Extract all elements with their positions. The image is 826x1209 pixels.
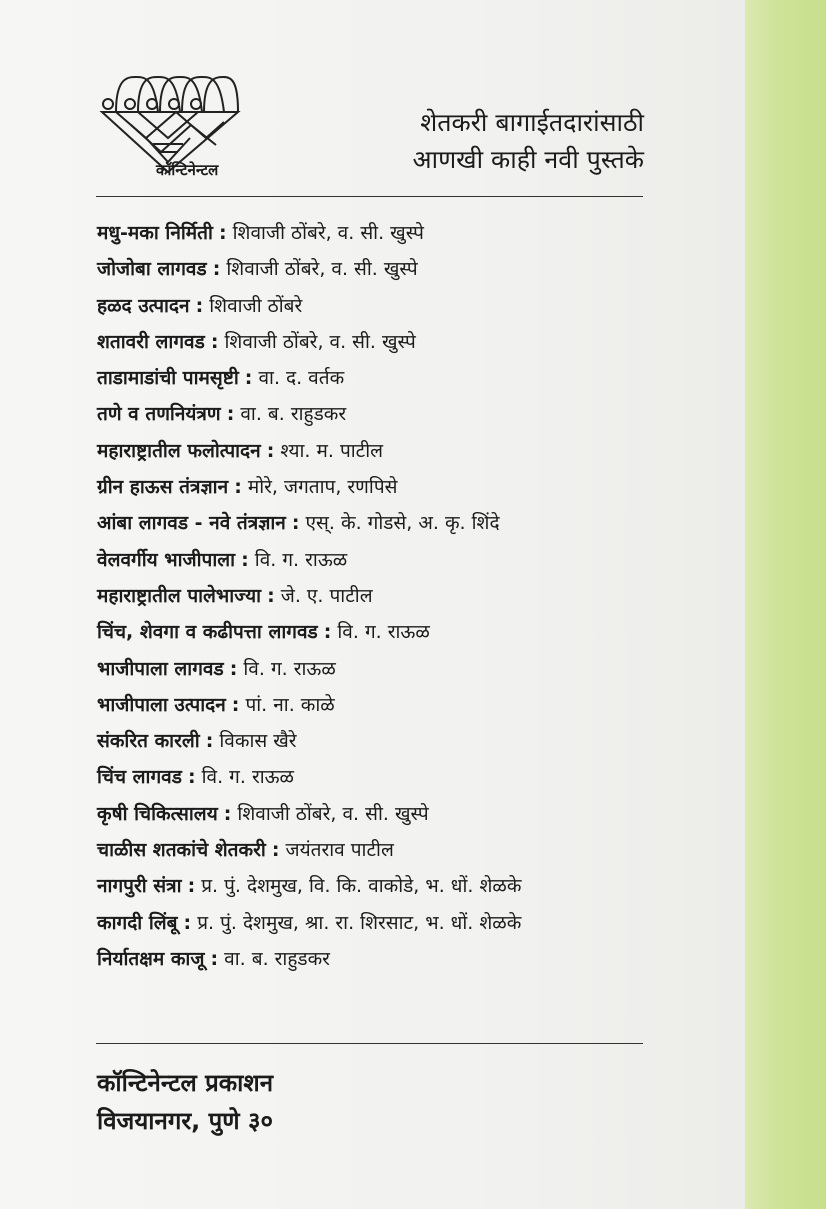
book-list-item <box>97 469 657 505</box>
book-author: पां. ना. काळे <box>245 693 335 716</box>
book-title: महाराष्ट्रातील पालेभाज्या <box>97 584 262 607</box>
book-author: वि. ग. राऊळ <box>337 621 430 644</box>
header-title-line2: आणखी काही नवी पुस्तके <box>412 145 644 174</box>
title-author-separator: : <box>267 584 275 607</box>
book-title: नागपुरी संत्रा <box>97 875 182 898</box>
book-list-item <box>97 324 657 360</box>
book-list-item <box>97 360 657 396</box>
book-list <box>97 215 657 977</box>
book-title: ताडामाडांची पामसृष्टी <box>97 367 239 390</box>
book-author: प्र. पुं. देशमुख, वि. कि. वाकोडे, भ. धों. शेळके <box>201 875 522 898</box>
publisher-logo <box>98 72 248 184</box>
book-title: तणे व तणनियंत्रण <box>97 403 221 426</box>
title-author-separator: : <box>231 693 240 716</box>
title-author-separator: : <box>271 839 280 862</box>
book-list-item <box>97 433 657 469</box>
book-author: प्र. पुं. देशमुख, श्रा. रा. शिरसाट, भ. धों. शेळके <box>197 911 522 934</box>
book-list-item <box>97 396 657 432</box>
book-list-item <box>97 542 657 578</box>
book-list-item <box>97 578 657 614</box>
title-author-separator: : <box>226 403 235 426</box>
publisher-address: विजयानगर, पुणे ३० <box>97 1107 273 1135</box>
book-title: जोजोबा लागवड <box>97 258 207 281</box>
book-author: मोरे, जगताप, रणपिसे <box>247 476 398 499</box>
title-author-separator: : <box>323 621 332 644</box>
book-title: वेलवर्गीय भाजीपाला <box>97 548 236 571</box>
book-author: शिवाजी ठोंबरे, व. सी. खुस्पे <box>226 258 418 281</box>
book-author: शिवाजी ठोंबरे, व. सी. खुस्पे <box>237 802 429 825</box>
logo-wordmark: कॉन्टिनेन्टल <box>156 161 219 179</box>
title-author-separator: : <box>195 294 204 317</box>
book-title: महाराष्ट्रातील फलोत्पादन <box>97 439 261 462</box>
book-title: कागदी लिंबू <box>97 911 178 934</box>
book-author: वि. ग. राऊळ <box>254 548 348 571</box>
book-author: शिवाजी ठोंबरे, व. सी. खुस्पे <box>232 222 424 244</box>
book-list-item <box>97 723 657 759</box>
book-list-item <box>97 905 657 941</box>
bottom-divider <box>96 1043 643 1044</box>
book-author: वि. ग. राऊळ <box>201 766 294 789</box>
book-list-item <box>97 796 657 832</box>
title-author-separator: : <box>266 439 275 462</box>
book-title: ग्रीन हाऊस तंत्रज्ञान <box>97 476 229 499</box>
book-title: चिंच लागवड <box>97 766 182 789</box>
book-author: श्या. म. पाटील <box>280 439 384 462</box>
book-title: आंबा लागवड - नवे तंत्रज्ञान <box>97 512 286 535</box>
title-author-separator: : <box>212 258 221 281</box>
book-list-item <box>97 505 657 541</box>
book-list-item <box>97 832 657 868</box>
book-list-item <box>97 288 657 324</box>
book-list-item <box>97 614 657 650</box>
book-author: जयंतराव पाटील <box>285 839 394 862</box>
book-author: वा. ब. राहुडकर <box>224 947 330 970</box>
book-title: हळद उत्पादन <box>97 294 190 317</box>
title-author-separator: : <box>229 657 238 680</box>
title-author-separator: : <box>210 947 219 970</box>
book-author: विकास खैरे <box>219 730 297 753</box>
title-author-separator: : <box>223 802 232 825</box>
book-title: भाजीपाला लागवड <box>97 657 224 680</box>
title-author-separator: : <box>244 367 253 390</box>
book-author: वि. ग. राऊळ <box>243 657 336 680</box>
book-list-item <box>97 651 657 687</box>
book-title: कृषी चिकित्सालय <box>97 802 218 825</box>
book-list-item <box>97 868 657 904</box>
book-title: निर्यातक्षम काजू <box>97 947 205 970</box>
book-title: चाळीस शतकांचे शेतकरी <box>97 839 266 862</box>
title-author-separator: : <box>241 548 249 571</box>
title-author-separator: : <box>205 730 214 753</box>
book-list-item <box>97 687 657 723</box>
book-list-item <box>97 215 657 251</box>
top-divider <box>96 196 643 197</box>
title-author-separator: : <box>183 911 192 934</box>
book-list-item <box>97 251 657 287</box>
publisher-name: कॉन्टिनेन्टल प्रकाशन <box>97 1069 274 1097</box>
book-author: जे. ए. पाटील <box>280 584 373 607</box>
book-author: शिवाजी ठोंबरे, व. सी. खुस्पे <box>224 330 416 353</box>
book-spine-strip <box>745 0 826 1209</box>
title-author-separator: : <box>187 766 196 789</box>
header-title-line1: शेतकरी बागाईतदारांसाठी <box>420 108 644 137</box>
title-author-separator: : <box>187 875 196 898</box>
book-list-item <box>97 941 657 977</box>
title-author-separator: : <box>218 222 227 244</box>
book-author: एस्. के. गोडसे, अ. कृ. शिंदे <box>305 512 500 535</box>
book-title: चिंच, शेवगा व कढीपत्ता लागवड <box>97 621 318 644</box>
book-title: संकरित कारली <box>97 730 200 753</box>
book-list-item <box>97 759 657 795</box>
book-author: शिवाजी ठोंबरे <box>209 294 303 317</box>
title-author-separator: : <box>291 512 300 535</box>
book-title: भाजीपाला उत्पादन <box>97 693 226 716</box>
book-author: वा. ब. राहुडकर <box>240 403 347 426</box>
title-author-separator: : <box>234 476 242 499</box>
book-author: वा. द. वर्तक <box>258 367 345 390</box>
book-title: मधु-मका निर्मिती <box>97 222 213 244</box>
book-title: शतावरी लागवड <box>97 330 205 353</box>
title-author-separator: : <box>210 330 219 353</box>
